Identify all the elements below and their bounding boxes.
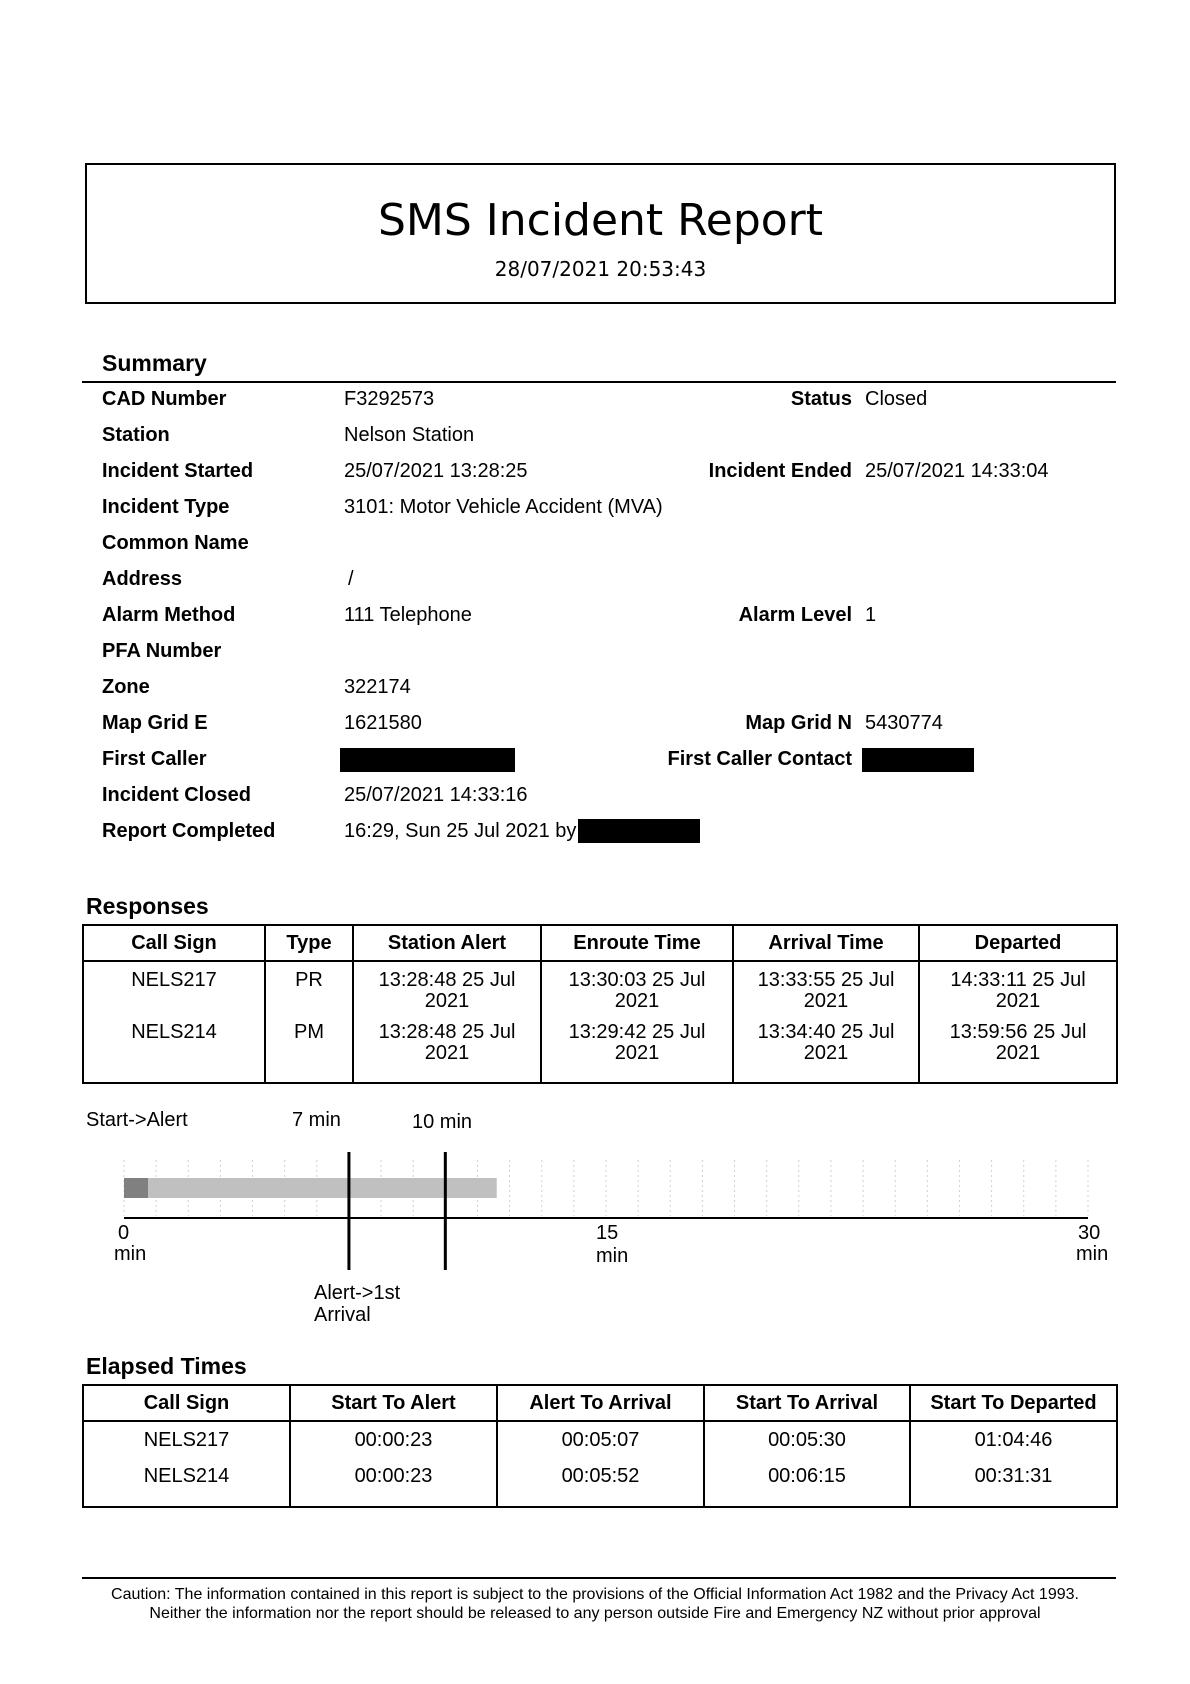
column-header: Start To Arrival: [704, 1385, 910, 1421]
map-grid-n-value: 5430774: [865, 712, 943, 734]
cell-text: 2021: [995, 1042, 1041, 1064]
elapsed-cell: 00:05:52: [561, 1465, 640, 1487]
type-cell: PM: [294, 1021, 324, 1043]
elapsed-heading: Elapsed Times: [86, 1353, 247, 1379]
elapsed-cell: 00:05:07: [561, 1429, 640, 1451]
incident-started-value: 25/07/2021 13:28:25: [344, 460, 528, 482]
first-caller-contact-redaction: [862, 748, 974, 772]
map-grid-n-label: Map Grid N: [745, 712, 852, 734]
cell-text: 2021: [424, 990, 470, 1012]
summary-heading: Summary: [102, 350, 207, 376]
incident-ended-value: 25/07/2021 14:33:04: [865, 460, 1049, 482]
column-header: Enroute Time: [541, 925, 733, 961]
elapsed-cell: NELS217: [143, 1429, 230, 1451]
station-alert-cell: [354, 1022, 540, 1064]
cad-number-label: CAD Number: [102, 388, 227, 410]
common-name-label: Common Name: [102, 532, 249, 554]
column-header: Start To Departed: [910, 1385, 1117, 1421]
cell-text: 13:29:42 25 Jul: [568, 1021, 706, 1043]
marker-line-extension: [0, 1260, 1190, 1270]
tick-15-label: 15: [596, 1222, 619, 1244]
start-to-alert-bar: [124, 1178, 148, 1198]
call-sign-cell: NELS217: [131, 969, 217, 991]
cell-text: 13:33:55 25 Jul: [757, 969, 895, 991]
incident-type-label: Incident Type: [102, 496, 230, 518]
cell-text: 13:59:56 25 Jul: [949, 1021, 1087, 1043]
column-header: Start To Alert: [290, 1385, 497, 1421]
elapsed-cell: 01:04:46: [974, 1429, 1053, 1451]
report-header: [85, 163, 1116, 304]
elapsed-table: [82, 1384, 1118, 1508]
cell-text: 13:34:40 25 Jul: [757, 1021, 895, 1043]
arrival-cell: [734, 970, 918, 1012]
elapsed-cell: NELS214: [143, 1465, 230, 1487]
first-caller-label: First Caller: [102, 748, 207, 770]
column-header: Alert To Arrival: [497, 1385, 704, 1421]
zone-value: 322174: [344, 676, 411, 698]
call-sign-cell: NELS214: [131, 1021, 217, 1043]
caution-line-2: Neither the information nor the report should be released to any person outside Fire and Emergency NZ without prior approval: [149, 1605, 1041, 1622]
summary-rule: [82, 381, 1116, 383]
address-label: Address: [102, 568, 183, 590]
column-header: Type: [265, 925, 353, 961]
report-generated-date: 28/07/2021 20:53:43: [494, 257, 707, 281]
start-alert-label: Start->Alert: [86, 1109, 188, 1131]
alarm-level-label: Alarm Level: [738, 604, 852, 626]
map-grid-e-label: Map Grid E: [102, 712, 208, 734]
cell-text: 2021: [614, 990, 660, 1012]
column-header: Departed: [919, 925, 1117, 961]
station-value: Nelson Station: [344, 424, 475, 446]
tick-0-unit: min: [114, 1243, 147, 1265]
cell-text: 13:30:03 25 Jul: [568, 969, 706, 991]
cell-text: 14:33:11 25 Jul: [950, 969, 1086, 991]
responses-table: [82, 924, 1118, 1084]
elapsed-cell: 00:31:31: [974, 1465, 1053, 1487]
cell-text: 2021: [995, 990, 1041, 1012]
cell-text: 2021: [424, 1042, 470, 1064]
elapsed-cell: 00:00:23: [354, 1465, 433, 1487]
cell-text: 2021: [614, 1042, 660, 1064]
report-completed-by-redaction: [578, 819, 700, 843]
report-title: SMS Incident Report: [377, 195, 824, 246]
alert-arrival-label: Alert->1st: [314, 1282, 401, 1304]
responses-header-row: [83, 925, 1117, 961]
elapsed-cell: 00:05:30: [768, 1429, 846, 1451]
marker-10-label: 10 min: [412, 1111, 473, 1133]
incident-closed-value: 25/07/2021 14:33:16: [344, 784, 528, 806]
cell-text: 13:28:48 25 Jul: [378, 969, 516, 991]
zone-label: Zone: [102, 676, 150, 698]
caution-line-1: Caution: The information contained in this report is subject to the provisions of the Official Information Act 1982 and the Privacy Act 1993.: [111, 1586, 1079, 1603]
tick-30-unit: min: [1076, 1243, 1109, 1265]
column-header: Call Sign: [83, 925, 265, 961]
column-header: Arrival Time: [733, 925, 919, 961]
incident-started-label: Incident Started: [102, 460, 254, 482]
incident-type-value: 3101: Motor Vehicle Accident (MVA): [344, 496, 663, 518]
tick-15-unit: min: [596, 1245, 629, 1267]
table-row: [83, 961, 1117, 1083]
status-value: Closed: [865, 388, 928, 410]
station-label: Station: [102, 424, 170, 446]
arrival-cell: [734, 1022, 918, 1064]
pfa-number-label: PFA Number: [102, 640, 222, 662]
cell-text: 2021: [803, 990, 849, 1012]
elapsed-header-row: [83, 1385, 1117, 1421]
departed-cell: [920, 970, 1116, 1012]
alarm-level-value: 1: [865, 604, 877, 626]
first-caller-contact-label: First Caller Contact: [667, 748, 852, 770]
incident-ended-label: Incident Ended: [708, 460, 852, 482]
elapsed-cell: 00:00:23: [354, 1429, 433, 1451]
alert-to-arrival-bar: [124, 1178, 497, 1198]
column-header: Station Alert: [353, 925, 541, 961]
enroute-cell: [542, 970, 732, 1012]
map-grid-e-value: 1621580: [344, 712, 422, 734]
departed-cell: [920, 1022, 1116, 1064]
enroute-cell: [542, 1022, 732, 1064]
tick-30-label: 30: [1078, 1222, 1101, 1244]
report-completed-label: Report Completed: [102, 820, 276, 842]
elapsed-cell: 00:06:15: [768, 1465, 846, 1487]
footer-rule: [82, 1577, 1116, 1579]
incident-closed-label: Incident Closed: [102, 784, 251, 806]
cad-number-value: F3292573: [344, 388, 435, 410]
column-header: Call Sign: [83, 1385, 290, 1421]
alarm-method-label: Alarm Method: [102, 604, 236, 626]
type-cell: PR: [295, 969, 323, 991]
alarm-method-value: 111 Telephone: [344, 604, 472, 626]
station-alert-cell: [354, 970, 540, 1012]
table-row: [83, 1421, 1117, 1507]
address-value: /: [348, 568, 354, 590]
tick-0-label: 0: [118, 1222, 130, 1244]
status-label: Status: [790, 388, 852, 410]
cell-text: 13:28:48 25 Jul: [378, 1021, 516, 1043]
report-completed-value: 16:29, Sun 25 Jul 2021 by: [344, 820, 577, 842]
response-timeline: [0, 1140, 1190, 1260]
marker-7-label: 7 min: [292, 1109, 341, 1131]
first-caller-redaction: [340, 748, 515, 772]
responses-heading: Responses: [86, 893, 209, 919]
alert-arrival-label-line2: Arrival: [314, 1304, 371, 1326]
cell-text: 2021: [803, 1042, 849, 1064]
